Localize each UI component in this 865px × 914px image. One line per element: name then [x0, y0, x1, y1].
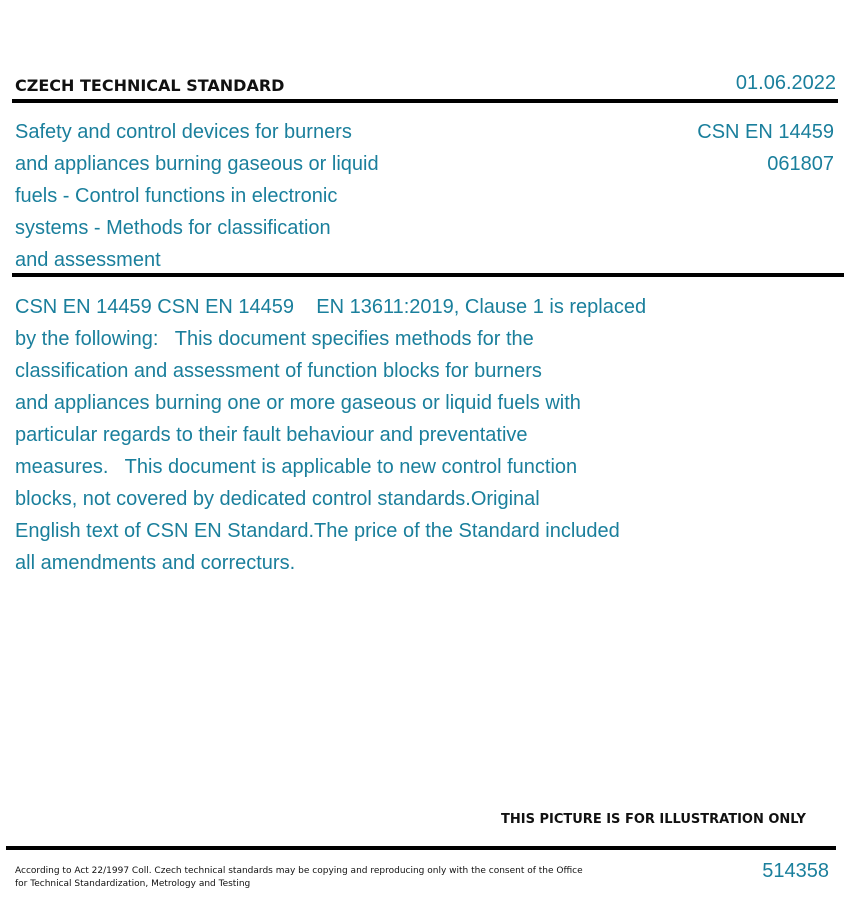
title-line: fuels - Control functions in electronic — [15, 185, 338, 207]
standard-description — [15, 291, 646, 579]
legal-line: for Technical Standardization, Metrology and Testing — [15, 879, 251, 889]
description-line: by the following: This document specifies methods for the — [15, 328, 534, 350]
description-line: all amendments and correcturs. — [15, 552, 296, 574]
description-line: English text of CSN EN Standard.The price of the Standard included — [15, 520, 620, 542]
standard-code: CSN EN 14459 — [697, 121, 834, 143]
description-line: measures. This document is applicable to new control function — [15, 456, 578, 478]
description-line: CSN EN 14459 CSN EN 14459 EN 13611:2019, Clause 1 is replaced — [15, 296, 647, 318]
header-divider — [12, 99, 838, 103]
document-number: 514358 — [762, 860, 829, 882]
illustration-notice: THIS PICTURE IS FOR ILLUSTRATION ONLY — [501, 812, 806, 827]
standard-codes — [697, 116, 834, 180]
publication-date: 01.06.2022 — [735, 72, 836, 94]
description-line: particular regards to their fault behaviour and preventative — [15, 424, 528, 446]
title-line: and assessment — [15, 249, 161, 271]
footer-divider — [6, 846, 836, 850]
description-line: classification and assessment of function blocks for burners — [15, 360, 542, 382]
title-line: systems - Methods for classification — [15, 217, 331, 239]
standard-title — [15, 116, 379, 276]
title-line: Safety and control devices for burners — [15, 121, 352, 143]
publisher-label: CZECH TECHNICAL STANDARD — [15, 76, 285, 95]
title-divider — [12, 273, 844, 277]
title-line: and appliances burning gaseous or liquid — [15, 153, 379, 175]
legal-notice — [15, 865, 583, 891]
description-line: and appliances burning one or more gaseous or liquid fuels with — [15, 392, 581, 414]
description-line: blocks, not covered by dedicated control standards.Original — [15, 488, 540, 510]
legal-line: According to Act 22/1997 Coll. Czech technical standards may be copying and reproducing only with the consent of the Office — [15, 866, 583, 876]
catalog-number: 061807 — [767, 153, 834, 175]
